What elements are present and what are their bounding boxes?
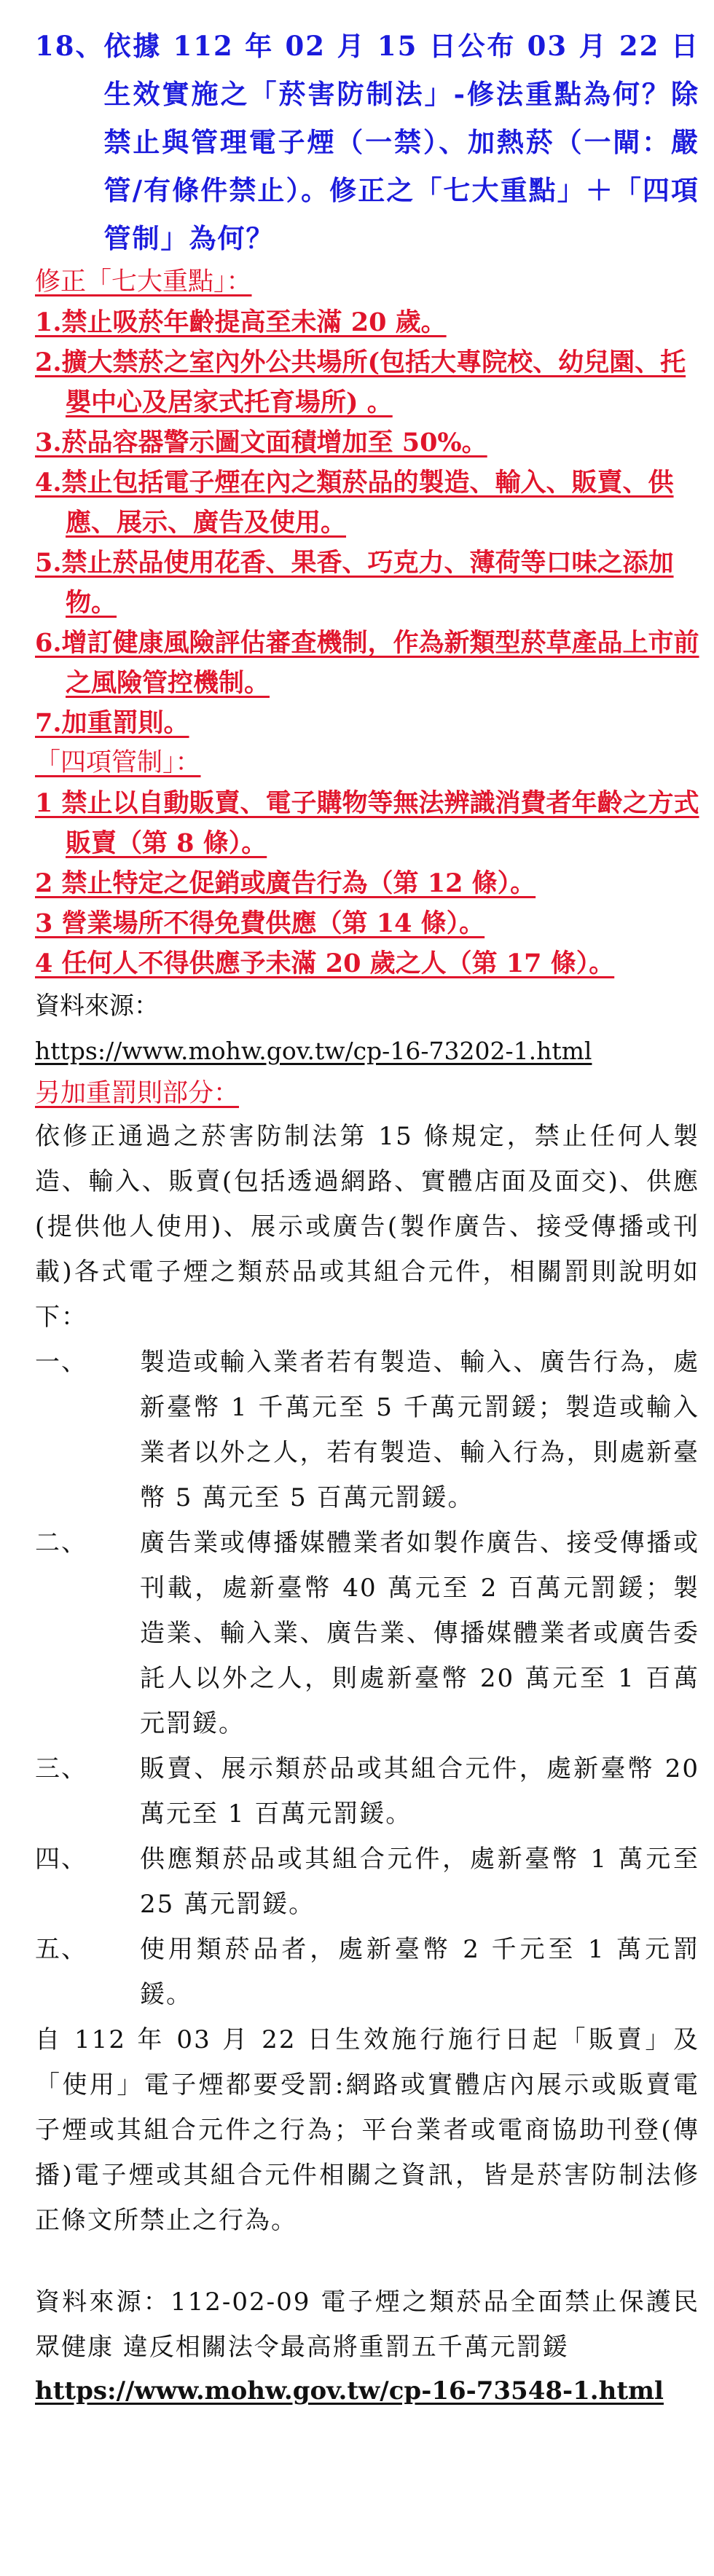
- seven-point-item: 2.擴大禁菸之室內外公共場所(包括大專院校、幼兒園、托嬰中心及居家式托育場所) 。: [35, 347, 686, 417]
- four-control-item: 2 禁止特定之促銷或廣告行為（第 12 條）。: [35, 868, 536, 898]
- penalty-item: [35, 1340, 699, 1520]
- seven-points-heading: 修正「七大重點」：: [35, 267, 252, 297]
- source2-text: 資料來源：112-02-09 電子煙之類菸品全面禁止保護民眾健康 違反相關法令最高將重罰五千萬元罰鍰: [35, 2288, 699, 2362]
- penalty-item: [35, 1927, 699, 2017]
- seven-point-item: 6.增訂健康風險評估審查機制，作為新類型菸草產品上市前之風險管控機制。: [35, 628, 699, 698]
- penalties-heading: 另加重罰則部分：: [35, 1079, 240, 1108]
- question-block: [35, 22, 699, 262]
- penalty-text: 使用類菸品者，處新臺幣 2 千元至 1 萬元罰鍰。: [140, 1935, 699, 2009]
- seven-point-item: 4.禁止包括電子煙在內之類菸品的製造、輸入、販賣、供應、展示、廣告及使用。: [35, 468, 674, 538]
- seven-point-item: 3.菸品容器警示圖文面積增加至 50%。: [35, 428, 487, 458]
- penalty-marker: 一、: [35, 1348, 87, 1377]
- seven-point-item: 1.禁止吸菸年齡提高至未滿 20 歲。: [35, 307, 447, 337]
- question-text: 依據 112 年 02 月 15 日公布 03 月 22 日生效實施之「菸害防制法」-修法重點為何？除禁止與管理電子煙（一禁）、加熱菸（一閘：嚴管/有條件禁止）。修正之「七大重點」＋「四項管制」為何？: [103, 30, 699, 254]
- penalty-marker: 四、: [35, 1845, 87, 1874]
- penalty-item: [35, 1837, 699, 1927]
- seven-point-item: 7.加重罰則。: [35, 708, 189, 738]
- source-link[interactable]: https://www.mohw.gov.tw/cp-16-73202-1.html: [35, 1037, 592, 1065]
- penalty-marker: 五、: [35, 1935, 87, 1964]
- four-control-item: 3 營業場所不得免費供應（第 14 條）。: [35, 908, 485, 938]
- section-spacer: [35, 2243, 699, 2279]
- penalty-text: 供應類菸品或其組合元件，處新臺幣 1 萬元至 25 萬元罰鍰。: [140, 1845, 699, 1919]
- four-control-item: 1 禁止以自動販賣、電子購物等無法辨識消費者年齡之方式販賣（第 8 條）。: [35, 788, 699, 858]
- penalty-item: [35, 1520, 699, 1746]
- four-control-item: 4 任何人不得供應予未滿 20 歲之人（第 17 條）。: [35, 949, 615, 978]
- penalty-item: [35, 1746, 699, 1837]
- source-label: 資料來源：: [35, 991, 159, 1021]
- seven-point-item: 5.禁止菸品使用花香、果香、巧克力、薄荷等口味之添加物。: [35, 548, 674, 618]
- four-controls-heading: 「四項管制」：: [35, 748, 201, 777]
- penalty-text: 製造或輸入業者若有製造、輸入、廣告行為，處新臺幣 1 千萬元至 5 千萬元罰鍰；製造或輸入業者以外之人，若有製造、輸入行為，則處新臺幣 5 萬元至 5 百萬元罰鍰。: [140, 1348, 699, 1512]
- question-number: 18、: [35, 30, 104, 62]
- penalty-text: 廣告業或傳播媒體業者如製作廣告、接受傳播或刊載，處新臺幣 40 萬元至 2 百萬元罰鍰；製造業、輸入業、廣告業、傳播媒體業者或廣告委託人以外之人，則處新臺幣 20 萬元至 1 百萬元罰鍰。: [140, 1528, 699, 1738]
- penalty-marker: 三、: [35, 1754, 87, 1783]
- penalties-intro: 依修正通過之菸害防制法第 15 條規定，禁止任何人製造、輸入、販賣(包括透過網路、實體店面及面交)、供應(提供他人使用)、展示或廣告(製作廣告、接受傳播或刊載)各式電子煙之類菸品或其組合元件，相關罰則說明如下：: [35, 1122, 699, 1332]
- penalties-closing: 自 112 年 03 月 22 日生效施行施行日起「販賣」及「使用」電子煙都要受罰:網路或實體店內展示或販賣電子煙或其組合元件之行為；平台業者或電商協助刊登(傳播)電子煙或其組合元件相關之資訊，皆是菸害防制法修正條文所禁止之行為。: [35, 2025, 699, 2235]
- source2-link[interactable]: https://www.mohw.gov.tw/cp-16-73548-1.html: [35, 2376, 664, 2406]
- penalty-text: 販賣、展示類菸品或其組合元件，處新臺幣 20 萬元至 1 百萬元罰鍰。: [140, 1754, 699, 1829]
- penalty-marker: 二、: [35, 1528, 87, 1558]
